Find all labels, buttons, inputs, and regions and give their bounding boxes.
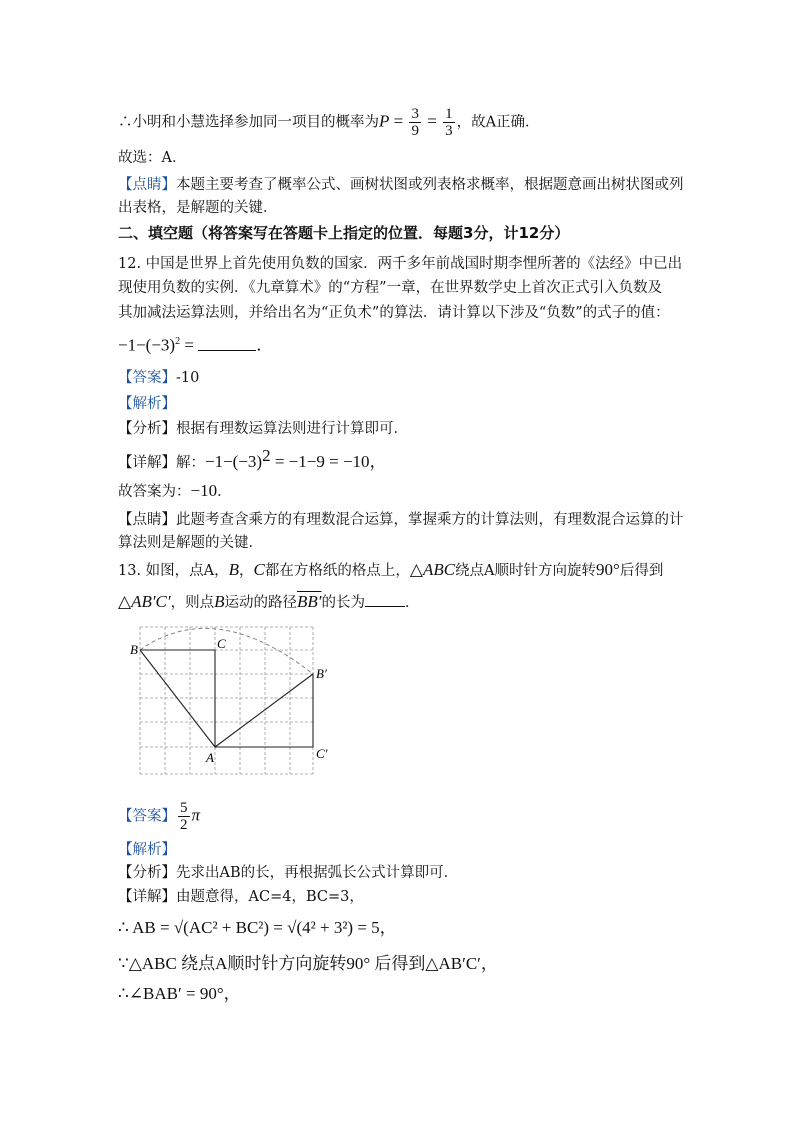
fenxi-text: 先求出AB的长，再根据弧长公式计算即可． bbox=[176, 865, 459, 881]
q13-jiexi: 【解析】 bbox=[118, 842, 176, 858]
q12-expr-eq: = bbox=[180, 335, 199, 355]
q12-expression: $-1-(-3)^2$ = ． bbox=[118, 335, 274, 355]
final-suffix: ． bbox=[217, 484, 232, 500]
q13-l1e: 都在方格纸的格点上， bbox=[264, 563, 410, 579]
q13-step1: ∴ AB = √(AC² + BC²) = √(4² + 3²) = 5， bbox=[118, 918, 397, 937]
triangles bbox=[140, 650, 313, 747]
q12-expr: −1−(−3) bbox=[118, 335, 176, 355]
q11-suffix: ，故A正确． bbox=[456, 114, 540, 131]
q12-line2: 现使用负数的实例．《九章算术》的“方程”一章，在世界数学史上首次正式引入负数及 bbox=[118, 280, 663, 296]
label-c-prime: C′ bbox=[316, 746, 328, 761]
label-b-prime: B′ bbox=[316, 666, 327, 681]
xiangjie-prefix: 解： bbox=[176, 454, 205, 471]
answer-label: 【答案】 bbox=[118, 370, 176, 386]
tip-text: 此题考查含乘方的有理数混合运算，掌握乘方的计算法则，有理数混合运算的计 bbox=[176, 512, 684, 528]
q13-line1 bbox=[118, 560, 663, 581]
q12-line1: 12. 中国是世界上首先使用负数的国家．两千多年前战国时期李悝所著的《法经》中已出 bbox=[118, 256, 683, 272]
grid-diagram bbox=[130, 622, 330, 782]
q13-l1f: △ABC bbox=[409, 560, 456, 579]
q11-tip-line1 bbox=[118, 175, 684, 195]
frac2-den: 3 bbox=[445, 123, 453, 139]
q13-answer bbox=[118, 800, 200, 833]
frac2-num: 1 bbox=[445, 106, 453, 122]
tip-label: 【点睛】 bbox=[118, 512, 176, 528]
p-symbol: P bbox=[379, 111, 390, 131]
q12-tip-line2: 算法则是解题的关键． bbox=[118, 535, 263, 551]
arc-bb-prime bbox=[140, 628, 313, 674]
q13-l1a: 13. 如图，点A， bbox=[118, 563, 229, 579]
q12-line3: 其加减法运算法则，并给出名为“正负术”的算法．请计算以下涉及“负数”的式子的值： bbox=[118, 305, 670, 321]
q13-step2: ∵△ABC 绕点A顺时针方向旋转90° 后得到△AB′C′， bbox=[118, 954, 498, 973]
q13-l1g: 绕点A顺时针方向旋转 bbox=[455, 563, 597, 579]
answer-pi: π bbox=[191, 805, 201, 825]
rotation-figure bbox=[130, 622, 330, 786]
q11-probability-line: ∴小明和小慧选择参加同一项目的概率为P = $\frac{3}{9}$ = $\frac{1}{3}$ ，故A正确． bbox=[118, 106, 540, 139]
grid-lines bbox=[140, 627, 313, 774]
label-c: C bbox=[217, 636, 226, 651]
q13-l2b: ，则点 bbox=[170, 595, 215, 611]
q13-l2c: B bbox=[214, 592, 225, 611]
triangle-ab-prime-c-prime bbox=[215, 674, 313, 747]
q13-step3: ∴∠BAB′ = 90°， bbox=[118, 984, 241, 1003]
q13-fenxi bbox=[118, 863, 458, 883]
q11-choice: 故选：A． bbox=[118, 150, 187, 166]
answer-den: 2 bbox=[180, 817, 188, 833]
q12-final bbox=[118, 481, 232, 502]
q13-l2f: 的长为 bbox=[321, 595, 366, 611]
answer-label: 【答案】 bbox=[118, 808, 176, 825]
xiangjie-text: 由题意得，AC=4，BC=3， bbox=[176, 889, 364, 905]
q13-l2e-arc: BB′ bbox=[297, 592, 322, 611]
q13-l1b: B bbox=[228, 560, 240, 579]
final-prefix: 故答案为： bbox=[118, 484, 191, 500]
q13-xiangjie bbox=[118, 887, 364, 907]
q13-l1i: 后得到 bbox=[619, 563, 664, 579]
q11-tip-line2: 出表格，是解题的关键． bbox=[118, 200, 278, 216]
q13-l1h: 90° bbox=[596, 560, 620, 579]
triangle-abc bbox=[140, 650, 215, 747]
label-b: B bbox=[130, 642, 138, 657]
q12-fenxi bbox=[118, 419, 408, 439]
frac1-den: 9 bbox=[411, 123, 419, 139]
final-value: −10 bbox=[190, 481, 218, 500]
xiangjie-expr: −1−(−3) bbox=[205, 451, 263, 471]
q12-answer bbox=[118, 368, 199, 388]
section-heading: 二、填空题（将答案写在答题卡上指定的位置．每题3分，计12分） bbox=[118, 224, 570, 242]
q12-expr-sup: 2 bbox=[175, 336, 181, 347]
q13-l1d: C bbox=[253, 560, 265, 579]
fenxi-text: 根据有理数运算法则进行计算即可． bbox=[176, 421, 408, 437]
q11-prefix: ∴小明和小慧选择参加同一项目的概率为 bbox=[118, 114, 379, 131]
fraction-3-9 bbox=[409, 106, 421, 139]
q12-xiangjie bbox=[118, 446, 387, 473]
q13-l2d: 运动的路径 bbox=[224, 595, 298, 611]
label-a: A bbox=[206, 750, 214, 765]
tip-text: 本题主要考查了概率公式、画树状图或列表格求概率，根据题意画出树状图或列 bbox=[176, 177, 684, 193]
frac1-num: 3 bbox=[411, 106, 419, 122]
tip-label: 【点睛】 bbox=[118, 177, 176, 193]
xiangjie-label: 【详解】 bbox=[118, 454, 176, 471]
q13-l1c: ， bbox=[239, 563, 254, 579]
xiangjie-label: 【详解】 bbox=[118, 889, 176, 905]
answer-blank bbox=[365, 592, 405, 607]
xiangjie-rest: = −1−9 = −10， bbox=[270, 451, 387, 471]
fenxi-label: 【分析】 bbox=[118, 421, 176, 437]
q13-l2g: ． bbox=[405, 595, 420, 611]
q13-line2 bbox=[118, 592, 420, 613]
xiangjie-sup: 2 bbox=[262, 446, 271, 465]
answer-blank bbox=[198, 336, 256, 351]
answer-num: 5 bbox=[180, 800, 188, 816]
q13-l2a: △AB′C′ bbox=[118, 592, 171, 611]
q12-tip-line1 bbox=[118, 510, 684, 530]
answer-value: -10 bbox=[176, 370, 200, 386]
fenxi-label: 【分析】 bbox=[118, 865, 176, 881]
q12-jiexi: 【解析】 bbox=[118, 396, 176, 412]
answer-fraction bbox=[178, 800, 190, 833]
fraction-1-3 bbox=[443, 106, 455, 139]
